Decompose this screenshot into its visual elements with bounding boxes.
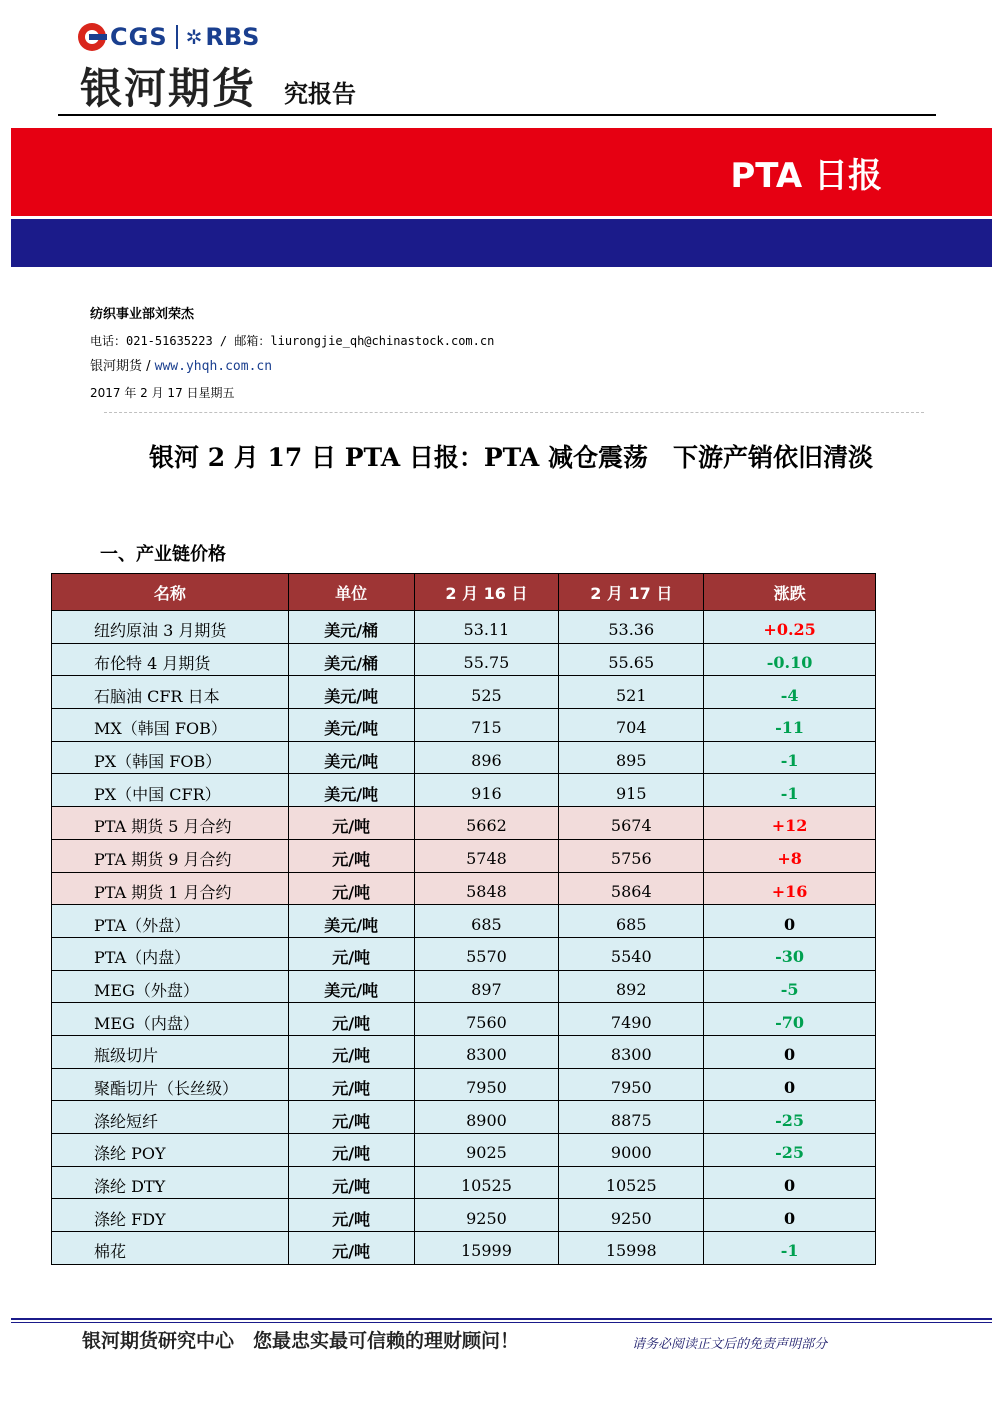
cgs-logo-icon [78,23,106,51]
table-row [52,774,876,807]
table-row [52,709,876,742]
footer-disclaimer: 请务必阅读正文后的免责声明部分 [632,1337,828,1352]
cell-change: -70 [704,1003,876,1036]
site-link[interactable]: www.yhqh.com.cn [154,359,273,374]
header-feb16: 2 月 16 日 [414,574,559,611]
cell-change: 0 [704,905,876,938]
cell-feb16: 8300 [414,1035,559,1068]
cell-name: PTA（内盘） [52,937,289,970]
author-info [90,302,494,406]
cell-name: MX（韩国 FOB） [52,709,289,742]
author-site [90,354,494,380]
cell-feb17: 5540 [559,937,704,970]
cell-feb17: 53.36 [559,611,704,644]
cell-unit: 元/吨 [288,807,414,840]
cell-name: 涤纶 FDY [52,1199,289,1232]
cell-unit: 美元/桶 [288,643,414,676]
cell-feb16: 8900 [414,1101,559,1134]
cell-feb17: 10525 [559,1166,704,1199]
cell-change: -11 [704,709,876,742]
rbs-logo-icon: ✲ [185,25,203,49]
cell-feb16: 7950 [414,1068,559,1101]
cell-feb17: 8875 [559,1101,704,1134]
table-header-row [52,574,876,611]
table-row [52,1232,876,1265]
cell-feb16: 525 [414,676,559,709]
table-row [52,1166,876,1199]
cell-feb16: 9250 [414,1199,559,1232]
logo-divider [176,25,178,49]
table-row [52,872,876,905]
cell-feb17: 15998 [559,1232,704,1265]
report-title: 银河 2 月 17 日 PTA 日报：PTA 减仓震荡 下游产销依旧清淡 [149,443,873,472]
author-contact: 电话：021-51635223 / 邮箱：liurongjie_qh@chinastock.com.cn [90,334,495,348]
cell-feb17: 5756 [559,839,704,872]
cell-feb17: 915 [559,774,704,807]
header-divider [58,114,936,116]
cell-feb16: 897 [414,970,559,1003]
cell-feb17: 704 [559,709,704,742]
cell-change: -25 [704,1101,876,1134]
cell-unit: 元/吨 [288,1003,414,1036]
section-heading: 一、产业链价格 [100,544,226,565]
cell-change: +0.25 [704,611,876,644]
logo-rbs-text: RBS [205,23,260,51]
cell-name: PX（中国 CFR） [52,774,289,807]
cell-unit: 美元/吨 [288,676,414,709]
cell-change: 0 [704,1068,876,1101]
table-row [52,905,876,938]
report-type: 究报告 [284,80,356,108]
cell-unit: 元/吨 [288,1199,414,1232]
cell-name: 涤纶 DTY [52,1166,289,1199]
table-row [52,611,876,644]
cell-name: PTA 期货 1 月合约 [52,872,289,905]
cell-unit: 元/吨 [288,1134,414,1167]
header-feb17: 2 月 17 日 [559,574,704,611]
cell-name: 瓶级切片 [52,1035,289,1068]
header-unit: 单位 [288,574,414,611]
cell-feb16: 916 [414,774,559,807]
cell-name: 布伦特 4 月期货 [52,643,289,676]
banner-title: PTA 日报 [730,156,882,196]
cell-name: PTA 期货 9 月合约 [52,839,289,872]
cell-feb16: 896 [414,741,559,774]
cell-name: 涤纶短纤 [52,1101,289,1134]
cell-feb16: 15999 [414,1232,559,1265]
cell-name: PX（韩国 FOB） [52,741,289,774]
cell-unit: 元/吨 [288,839,414,872]
site-label: 银河期货 / [90,359,155,374]
cell-unit: 元/吨 [288,1232,414,1265]
cell-name: 纽约原油 3 月期货 [52,611,289,644]
cell-feb17: 9250 [559,1199,704,1232]
author-dept: 纺织事业部刘荣杰 [90,307,195,322]
table-row [52,643,876,676]
cell-feb17: 9000 [559,1134,704,1167]
brand-name: 银河期货 [80,64,257,113]
price-table [51,573,876,1265]
cell-change: -1 [704,774,876,807]
table-row [52,937,876,970]
header-name: 名称 [52,574,289,611]
cell-unit: 元/吨 [288,872,414,905]
header-change: 涨跌 [704,574,876,611]
table-row [52,1101,876,1134]
table-row [52,1134,876,1167]
brand-logo [78,20,259,54]
cell-unit: 美元/桶 [288,611,414,644]
cell-feb16: 5748 [414,839,559,872]
cell-feb17: 8300 [559,1035,704,1068]
cell-feb16: 9025 [414,1134,559,1167]
table-row [52,1003,876,1036]
cell-unit: 元/吨 [288,1068,414,1101]
table-row [52,839,876,872]
cell-unit: 元/吨 [288,1101,414,1134]
cell-change: 0 [704,1166,876,1199]
cell-unit: 元/吨 [288,1166,414,1199]
cell-feb16: 5848 [414,872,559,905]
cell-change: 0 [704,1035,876,1068]
footer-divider-thin [11,1322,992,1323]
cell-name: 涤纶 POY [52,1134,289,1167]
cell-feb17: 5674 [559,807,704,840]
cell-feb17: 55.65 [559,643,704,676]
cell-name: MEG（内盘） [52,1003,289,1036]
cell-unit: 美元/吨 [288,774,414,807]
cell-feb16: 7560 [414,1003,559,1036]
cell-name: MEG（外盘） [52,970,289,1003]
cell-change: +12 [704,807,876,840]
table-row [52,1035,876,1068]
cell-change: -0.10 [704,643,876,676]
cell-feb16: 10525 [414,1166,559,1199]
cell-unit: 美元/吨 [288,741,414,774]
cell-name: PTA（外盘） [52,905,289,938]
cell-name: 聚酯切片（长丝级） [52,1068,289,1101]
cell-feb16: 715 [414,709,559,742]
cell-feb17: 7490 [559,1003,704,1036]
banner-stripe [11,219,992,267]
cell-feb16: 55.75 [414,643,559,676]
cell-unit: 元/吨 [288,1035,414,1068]
cell-change: +8 [704,839,876,872]
cell-change: -1 [704,1232,876,1265]
cell-unit: 元/吨 [288,937,414,970]
cell-feb16: 5662 [414,807,559,840]
cell-change: -5 [704,970,876,1003]
table-row [52,807,876,840]
cell-feb17: 5864 [559,872,704,905]
cell-change: +16 [704,872,876,905]
footer-divider [11,1318,992,1320]
logo-cgs-text: CGS [110,23,168,51]
table-row [52,1068,876,1101]
cell-unit: 美元/吨 [288,970,414,1003]
cell-change: 0 [704,1199,876,1232]
cell-feb17: 7950 [559,1068,704,1101]
title-banner [11,128,992,216]
dashed-divider [104,412,924,413]
footer-slogan: 银河期货研究中心 您最忠实最可信赖的理财顾问！ [82,1330,520,1352]
cell-change: -25 [704,1134,876,1167]
cell-feb16: 685 [414,905,559,938]
cell-name: 棉花 [52,1232,289,1265]
cell-change: -1 [704,741,876,774]
cell-feb17: 685 [559,905,704,938]
cell-name: 石脑油 CFR 日本 [52,676,289,709]
table-row [52,676,876,709]
cell-feb17: 521 [559,676,704,709]
cell-name: PTA 期货 5 月合约 [52,807,289,840]
table-row [52,1199,876,1232]
cell-feb17: 892 [559,970,704,1003]
cell-feb16: 5570 [414,937,559,970]
cell-change: -4 [704,676,876,709]
cell-feb17: 895 [559,741,704,774]
cell-feb16: 53.11 [414,611,559,644]
cell-change: -30 [704,937,876,970]
table-body [52,611,876,1265]
report-date: 2017 年 2 月 17 日星期五 [90,386,235,400]
cell-unit: 美元/吨 [288,905,414,938]
cell-unit: 美元/吨 [288,709,414,742]
table-row [52,741,876,774]
table-row [52,970,876,1003]
